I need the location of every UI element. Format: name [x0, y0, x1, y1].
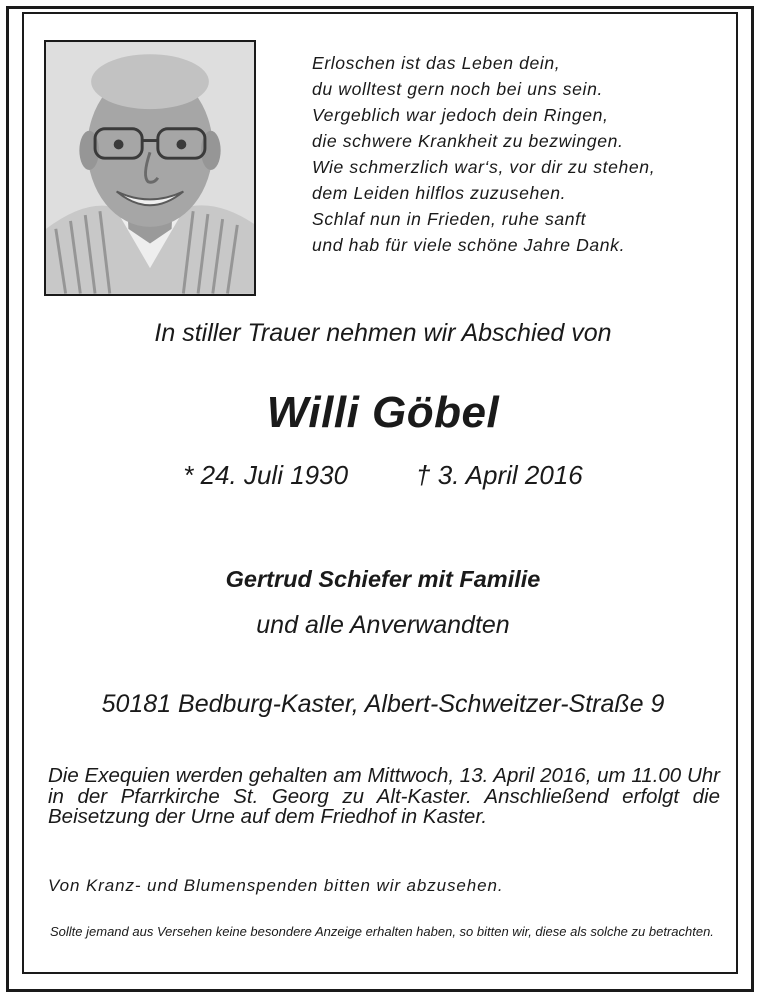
- poem-line: dem Leiden hilflos zuzusehen.: [312, 183, 567, 203]
- poem-line: Schlaf nun in Frieden, ruhe sanft: [312, 209, 587, 229]
- poem-line: Erloschen ist das Leben dein,: [312, 53, 561, 73]
- family-address: 50181 Bedburg-Kaster, Albert-Schweitzer-Straße 9: [101, 690, 665, 718]
- poem-line: du wolltest gern noch bei uns sein.: [312, 79, 603, 99]
- life-dates: [20, 460, 746, 491]
- notice-footnote: Sollte jemand aus Versehen keine besondere Anzeige erhalten haben, so bitten wir, diese als solche zu betrachten.: [50, 924, 714, 939]
- mourning-intro: In stiller Trauer nehmen wir Abschied von: [154, 319, 612, 347]
- flowers-request: Von Kranz- und Blumenspenden bitten wir abzusehen.: [48, 876, 504, 895]
- poem-line: und hab für viele schöne Jahre Dank.: [312, 235, 626, 255]
- poem-line: die schwere Krankheit zu bezwingen.: [312, 131, 624, 151]
- funeral-details: Die Exequien werden gehalten am Mittwoch, 13. April 2016, um 11.00 Uhr in der Pfarrkirche St. Georg zu Alt-Kaster. Anschließend erfolgt die Beisetzung der Urne auf dem Friedhof in Kaster.: [48, 764, 720, 828]
- deceased-name: Willi Göbel: [266, 388, 500, 437]
- relatives-line: und alle Anverwandten: [256, 611, 510, 639]
- portrait-photo: [44, 40, 256, 296]
- portrait-photo-icon: [46, 42, 254, 294]
- mourning-family: Gertrud Schiefer mit Familie: [225, 566, 541, 592]
- memorial-poem: [312, 50, 732, 258]
- birth-date: * 24. Juli 1930: [183, 460, 349, 490]
- poem-line: Wie schmerzlich war‘s, vor dir zu stehen,: [312, 157, 656, 177]
- poem-line: Vergeblich war jedoch dein Ringen,: [312, 105, 609, 125]
- death-date: † 3. April 2016: [416, 460, 583, 490]
